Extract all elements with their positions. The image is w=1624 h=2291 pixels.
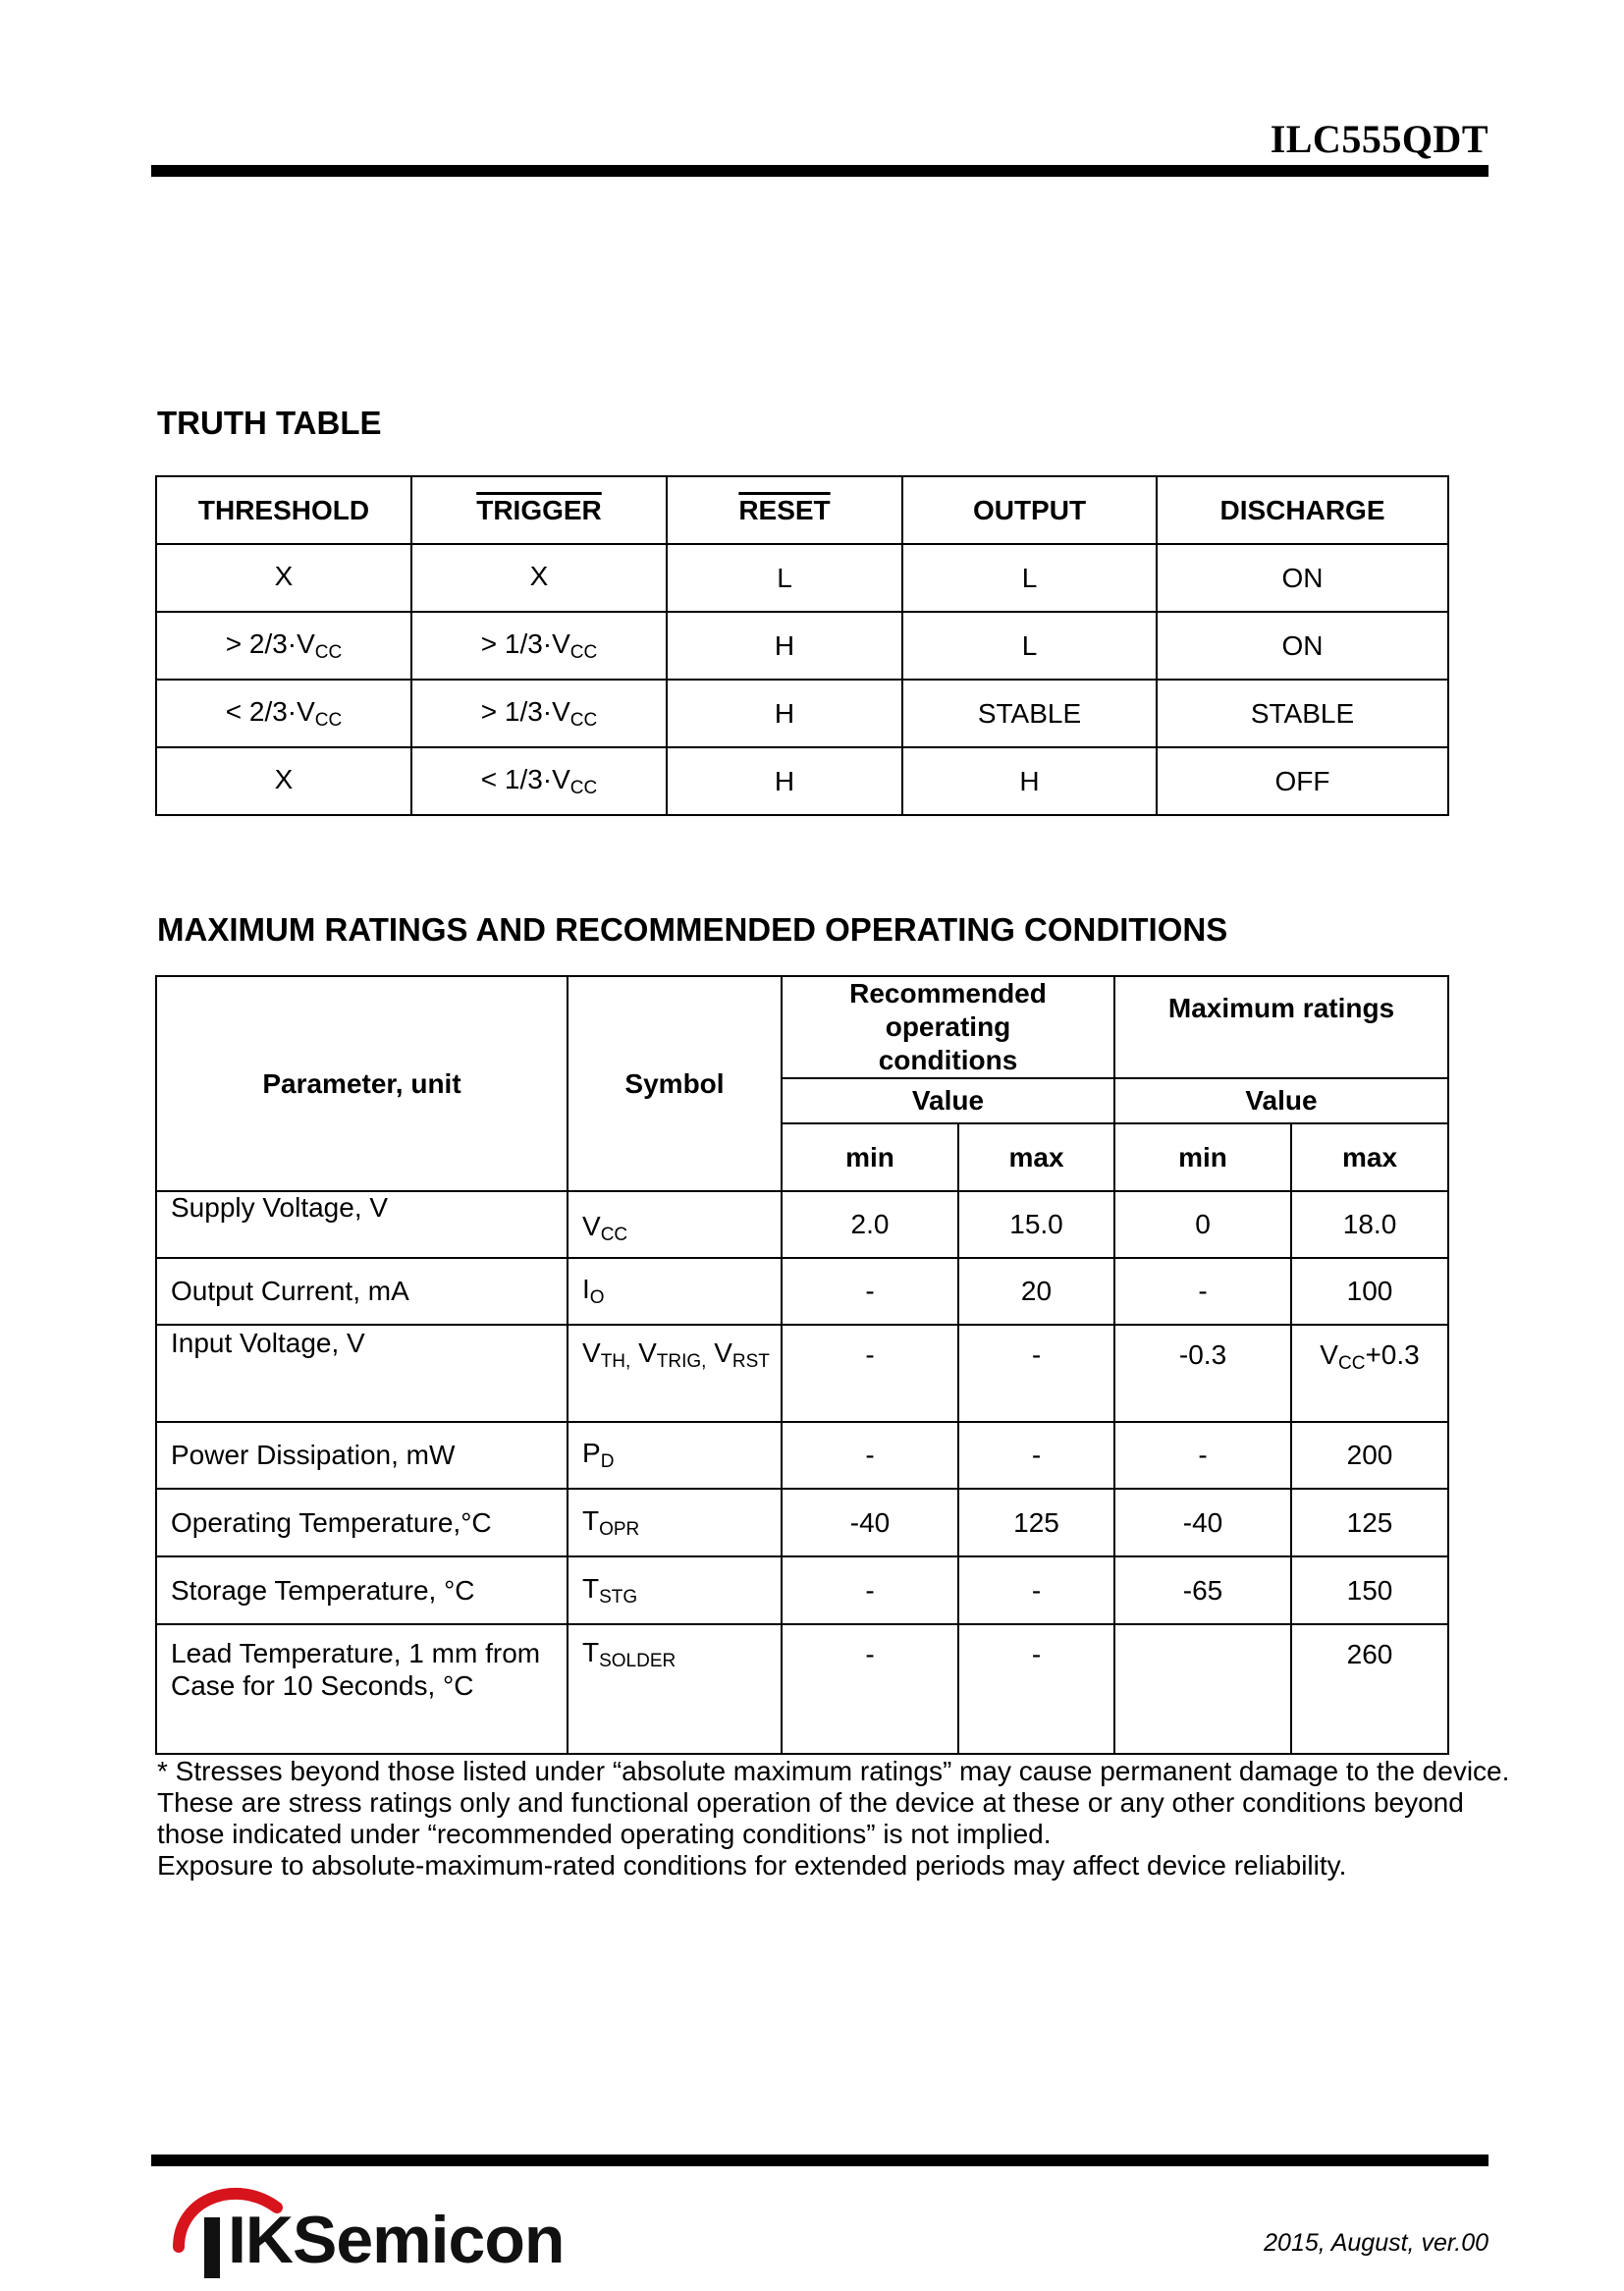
rec-min-cell: - (782, 1422, 958, 1489)
rec-value-header: Value (782, 1078, 1114, 1123)
truth-table-header-row (156, 476, 1448, 544)
col-maximum: Maximum ratings (1114, 976, 1448, 1078)
discharge-cell: ON (1157, 544, 1448, 612)
symbol-cell (568, 1422, 782, 1489)
col-parameter: Parameter, unit (156, 976, 568, 1191)
footnote-line: * Stresses beyond those listed under “absolute maximum ratings” may cause permanent damage to the device. (157, 1756, 1510, 1786)
table-row (156, 544, 1448, 612)
trigger-sub: CC (569, 641, 598, 663)
reset-cell: H (667, 747, 902, 815)
parameter-cell: Output Current, mA (156, 1258, 568, 1325)
col-trigger-label: TRIGGER (476, 494, 602, 525)
footnote-line: Exposure to absolute-maximum-rated conditions for extended periods may affect device reliability. (157, 1850, 1347, 1881)
rec-min-cell: - (782, 1258, 958, 1325)
trigger-cell (411, 544, 667, 612)
rec-max-cell: - (958, 1624, 1114, 1754)
parameter-cell: Lead Temperature, 1 mm from Case for 10 Seconds, °C (156, 1624, 568, 1754)
symbol-base: T (582, 1572, 600, 1604)
table-row (156, 680, 1448, 747)
footer-rule (151, 2155, 1489, 2166)
symbol-sub: D (600, 1451, 615, 1472)
footnote-line: These are stress ratings only and functional operation of the device at these or any other conditions beyond those indicated under “recommended operating conditions” is not implied. (157, 1787, 1464, 1849)
max-max-cell: 200 (1291, 1422, 1448, 1489)
trigger-value: > 1/3·V (480, 627, 570, 659)
truth-table-title: TRUTH TABLE (157, 405, 382, 441)
max-min-cell: - (1114, 1422, 1291, 1489)
table-row (156, 1489, 1448, 1556)
symbol-cell (568, 1191, 782, 1258)
max-max-rest: +0.3 (1365, 1339, 1420, 1370)
threshold-value: X (274, 763, 294, 794)
trigger-cell (411, 680, 667, 747)
max-max-cell: 100 (1291, 1258, 1448, 1325)
threshold-cell (156, 544, 411, 612)
threshold-sub: CC (314, 641, 343, 663)
rec-min-cell: -40 (782, 1489, 958, 1556)
max-max-base: V (1320, 1339, 1338, 1370)
parameter-cell: Operating Temperature,°C (156, 1489, 568, 1556)
max-min-cell: - (1114, 1258, 1291, 1325)
max-max-cell: 260 (1291, 1624, 1448, 1754)
symbol-cell (568, 1325, 782, 1422)
ratings-header-row (156, 976, 1448, 1078)
document-date: 2015, August, ver.00 (1264, 2229, 1489, 2257)
col-recommended: Recommended operating conditions (782, 976, 1114, 1078)
threshold-cell (156, 680, 411, 747)
ratings-table (155, 975, 1449, 1755)
max-max-cell: 125 (1291, 1489, 1448, 1556)
table-row (156, 1325, 1448, 1422)
truth-table (155, 475, 1449, 816)
table-row (156, 1191, 1448, 1258)
reset-cell: H (667, 680, 902, 747)
symbol-cell (568, 1624, 782, 1754)
output-cell: L (902, 544, 1157, 612)
rec-max-cell: - (958, 1325, 1114, 1422)
max-min-header: min (1114, 1123, 1291, 1191)
table-row (156, 1422, 1448, 1489)
symbol-cell (568, 1556, 782, 1624)
rec-min-cell: 2.0 (782, 1191, 958, 1258)
symbol-sub: STG (599, 1586, 638, 1608)
symbol-cell (568, 1258, 782, 1325)
reset-cell: L (667, 544, 902, 612)
parameter-cell: Power Dissipation, mW (156, 1422, 568, 1489)
max-min-cell: 0 (1114, 1191, 1291, 1258)
company-logo (169, 2178, 581, 2286)
col-discharge: DISCHARGE (1157, 476, 1448, 544)
max-min-cell: -40 (1114, 1489, 1291, 1556)
symbol-sub: OPR (599, 1518, 640, 1540)
symbol-base: T (582, 1504, 600, 1536)
logo-text: IKSemicon (228, 2203, 565, 2277)
col-trigger (411, 476, 667, 544)
discharge-cell: OFF (1157, 747, 1448, 815)
rec-min-cell: - (782, 1624, 958, 1754)
symbol-sub: SOLDER (599, 1651, 677, 1671)
output-cell: STABLE (902, 680, 1157, 747)
col-reset (667, 476, 902, 544)
footnote (157, 1756, 1532, 1882)
threshold-cell (156, 612, 411, 680)
symbol-base: V (706, 1337, 732, 1368)
trigger-value: > 1/3·V (480, 695, 570, 727)
rec-max-cell: - (958, 1422, 1114, 1489)
max-max-cell: 18.0 (1291, 1191, 1448, 1258)
rec-max-cell: 15.0 (958, 1191, 1114, 1258)
max-value-header: Value (1114, 1078, 1448, 1123)
max-min-cell: -65 (1114, 1556, 1291, 1624)
max-max-cell: 150 (1291, 1556, 1448, 1624)
threshold-value: > 2/3·V (225, 627, 315, 659)
max-max-cell (1291, 1325, 1448, 1422)
rec-min-header: min (782, 1123, 958, 1191)
table-row (156, 1556, 1448, 1624)
trigger-sub: CC (569, 709, 598, 731)
trigger-value: X (529, 560, 549, 591)
rec-min-cell: - (782, 1325, 958, 1422)
discharge-cell: STABLE (1157, 680, 1448, 747)
col-threshold: THRESHOLD (156, 476, 411, 544)
col-symbol: Symbol (568, 976, 782, 1191)
parameter-cell: Supply Voltage, V (156, 1191, 568, 1258)
table-row (156, 612, 1448, 680)
symbol-sub: CC (600, 1225, 628, 1245)
parameter-cell: Input Voltage, V (156, 1325, 568, 1422)
output-cell: L (902, 612, 1157, 680)
threshold-cell (156, 747, 411, 815)
col-output: OUTPUT (902, 476, 1157, 544)
symbol-base: P (582, 1438, 601, 1468)
max-min-cell (1114, 1624, 1291, 1754)
rec-min-cell: - (782, 1556, 958, 1624)
trigger-cell (411, 612, 667, 680)
rec-max-cell: 20 (958, 1258, 1114, 1325)
trigger-cell (411, 747, 667, 815)
symbol-base: T (582, 1637, 600, 1667)
parameter-cell: Storage Temperature, °C (156, 1556, 568, 1624)
max-max-sub: CC (1337, 1353, 1366, 1374)
part-number: ILC555QDT (1270, 117, 1489, 161)
symbol-base: V (582, 1337, 601, 1368)
trigger-sub: CC (569, 777, 598, 798)
threshold-value: < 2/3·V (225, 695, 315, 727)
table-row (156, 1258, 1448, 1325)
threshold-sub: CC (314, 709, 343, 731)
table-row (156, 1624, 1448, 1754)
max-max-header: max (1291, 1123, 1448, 1191)
symbol-base: I (582, 1274, 590, 1304)
discharge-cell: ON (1157, 612, 1448, 680)
rec-max-cell: - (958, 1556, 1114, 1624)
header-rule (151, 165, 1489, 177)
output-cell: H (902, 747, 1157, 815)
symbol-sub: TH, (600, 1351, 631, 1372)
symbol-sub: O (589, 1287, 605, 1308)
symbol-sub: TRIG, (656, 1351, 707, 1372)
col-reset-label: RESET (738, 494, 831, 525)
trigger-value: < 1/3·V (480, 763, 570, 794)
max-min-cell: -0.3 (1114, 1325, 1291, 1422)
symbol-base: V (582, 1211, 601, 1241)
symbol-base: V (630, 1337, 657, 1368)
ratings-title: MAXIMUM RATINGS AND RECOMMENDED OPERATING CONDITIONS (157, 911, 1228, 948)
threshold-value: X (274, 560, 294, 591)
symbol-cell (568, 1489, 782, 1556)
table-row (156, 747, 1448, 815)
rec-max-header: max (958, 1123, 1114, 1191)
symbol-sub: RST (731, 1351, 770, 1372)
rec-max-cell: 125 (958, 1489, 1114, 1556)
reset-cell: H (667, 612, 902, 680)
